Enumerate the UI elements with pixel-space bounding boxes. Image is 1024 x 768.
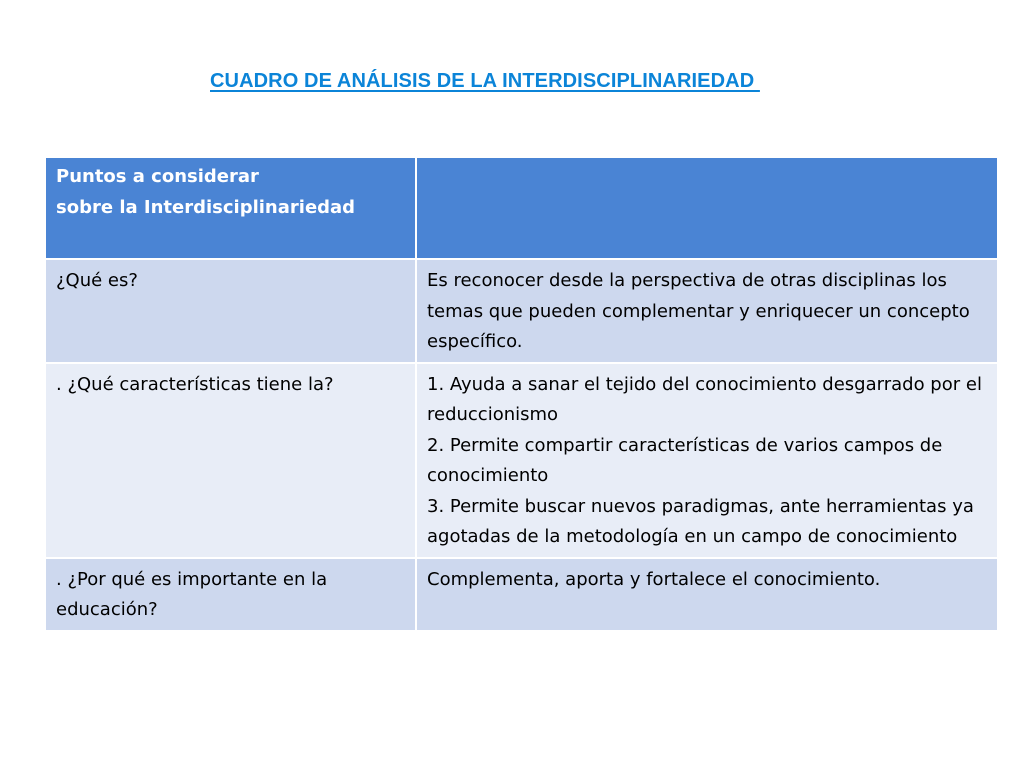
answer-cell (416, 363, 998, 558)
answer-line: Complementa, aporta y fortalece el conocimiento. (427, 568, 881, 590)
table-row (45, 558, 998, 631)
answer-line: 3. Permite buscar nuevos paradigmas, ante herramientas ya agotadas de la metodología en un campo de conocimiento (427, 495, 974, 547)
analysis-table-container (44, 156, 997, 632)
header-line: Puntos a considerar (56, 166, 259, 187)
page-title: CUADRO DE ANÁLISIS DE LA INTERDISCIPLINARIEDAD (210, 70, 760, 92)
header-line: sobre la Interdisciplinariedad (56, 196, 356, 218)
question-cell: . ¿Por qué es importante en la educación? (45, 558, 416, 631)
table-header-row (45, 157, 998, 259)
table-row (45, 363, 998, 558)
answer-line: 1. Ayuda a sanar el tejido del conocimiento desgarrado por el reduccionismo (427, 373, 982, 425)
question-cell: ¿Qué es? (45, 259, 416, 363)
table-row (45, 259, 998, 363)
answer-line: 2. Permite compartir características de varios campos de conocimiento (427, 434, 943, 486)
header-cell-points (45, 157, 416, 259)
answer-cell (416, 259, 998, 363)
answer-line: Es reconocer desde la perspectiva de otras disciplinas los temas que pueden complementar y enriquecer un concepto específico. (427, 270, 970, 352)
answer-cell (416, 558, 998, 631)
analysis-table (44, 156, 999, 632)
header-cell-empty (416, 157, 998, 259)
question-cell: . ¿Qué características tiene la? (45, 363, 416, 558)
